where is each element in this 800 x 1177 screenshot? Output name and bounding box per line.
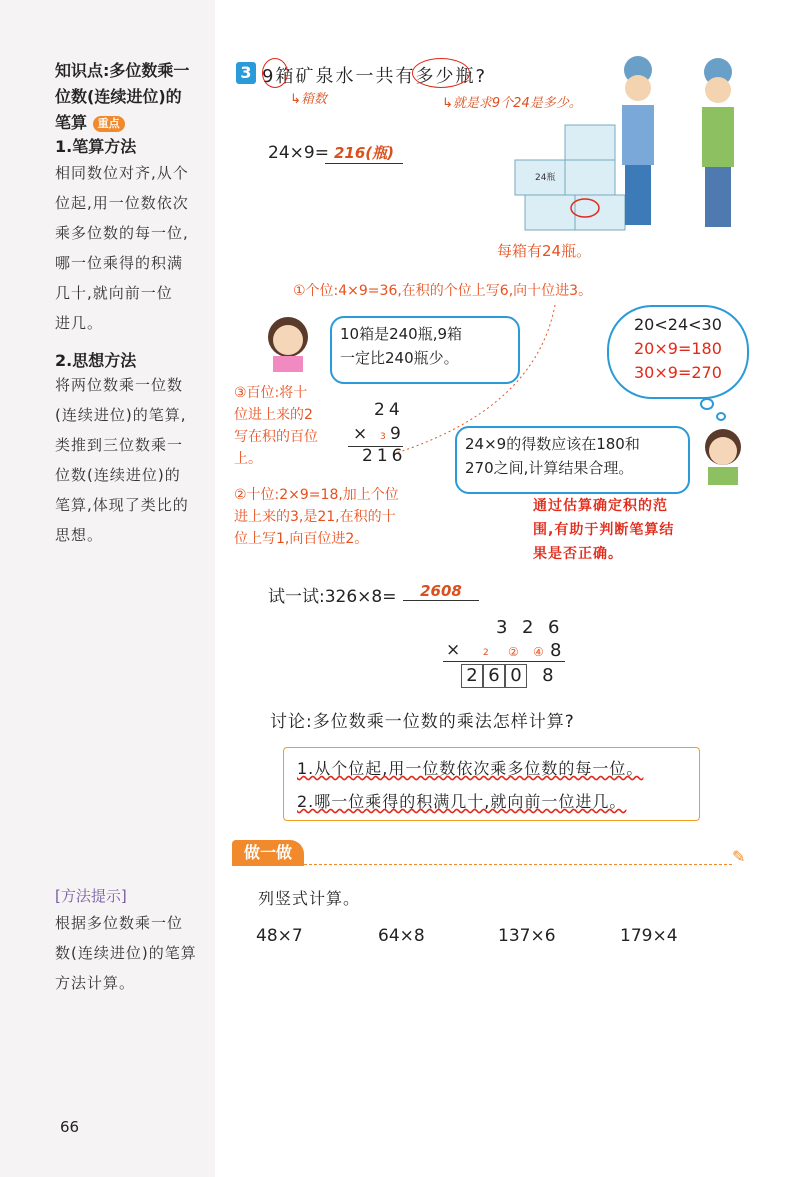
hint-title: [方法提示] <box>55 887 127 905</box>
text-line: 方法计算。 <box>55 974 136 992</box>
estimate-note <box>533 494 674 566</box>
discussion-answer-2: 2.哪一位乘得的积满几十,就向前一位进几。 <box>297 792 627 811</box>
discussion-question: 讨论:多位数乘一位数的乘法怎样计算? <box>270 712 575 732</box>
text-line: (连续进位)的笔算, <box>55 406 187 424</box>
text-line: 思想。 <box>55 526 104 544</box>
step-line: ②十位:2×9=18,加上个位 <box>234 487 399 503</box>
text-line: 哪一位乘得的积满 <box>55 254 184 272</box>
note-line: 通过估算确定积的范 <box>533 498 668 514</box>
try-label: 试一试:326×8= <box>268 587 397 607</box>
step-line: 上。 <box>234 451 262 467</box>
hint-body <box>55 908 210 998</box>
problem-question: 9箱矿泉水一共有多少瓶? <box>262 66 488 87</box>
cloud-line: 20<24<30 <box>634 315 722 334</box>
step2-text <box>234 484 399 550</box>
text-line: 相同数位对齐,从个 <box>55 164 189 182</box>
circle-mark <box>412 58 470 88</box>
method1-title: 1.笔算方法 <box>55 137 137 156</box>
knowledge-point-title <box>55 58 205 136</box>
cloud-dot <box>716 412 726 421</box>
try-multiplier: 8 <box>550 640 562 661</box>
note-boxes: ↳箱数 <box>290 92 327 107</box>
try-carry: 2 <box>483 648 489 658</box>
practice-item: 179×4 <box>620 926 678 946</box>
pencil-icon: ✎ <box>732 847 746 866</box>
practice-instruction: 列竖式计算。 <box>258 889 361 908</box>
practice-header: 做一做 <box>232 840 304 866</box>
step-line: 进上来的3,是21,在积的十 <box>234 509 396 525</box>
text-line: 将两位数乘一位数 <box>55 376 184 394</box>
text-line: 几十,就向前一位 <box>55 284 173 302</box>
equation: 24×9= <box>268 143 329 163</box>
topic-line: 位数(连续进位)的 <box>55 87 182 106</box>
text-line: 位起,用一位数依次 <box>55 194 189 212</box>
cloud-line: 20×9=180 <box>634 339 722 358</box>
try-answer: 2608 <box>403 582 479 601</box>
per-box-note: 每箱有24瓶。 <box>497 242 592 260</box>
step-line: 位上写1,向百位进2。 <box>234 531 369 547</box>
text-line: 根据多位数乘一位 <box>55 914 184 932</box>
vertical-op: × <box>353 424 368 444</box>
practice-divider <box>304 864 732 865</box>
note-text: 箱数 <box>300 92 327 107</box>
try-top-digit: 6 <box>548 617 560 638</box>
cloud-text <box>634 313 722 385</box>
try-line <box>443 661 565 662</box>
box-label: 24瓶 <box>535 173 556 183</box>
practice-item: 48×7 <box>256 926 303 946</box>
bubble-line: 10箱是240瓶,9箱 <box>340 325 463 343</box>
step1-text: ①个位:4×9=36,在积的个位上写6,向十位进3。 <box>293 283 593 299</box>
method2-title: 2.思想方法 <box>55 351 137 370</box>
boy-speech-bubble <box>455 426 690 494</box>
method2-body <box>55 370 210 550</box>
text-line: 乘多位数的每一位, <box>55 224 189 242</box>
vertical-multiplier: 9 <box>390 424 401 444</box>
try-top-digit: 2 <box>522 617 534 638</box>
step-line: ③百位:将十 <box>234 385 308 401</box>
result-box: 6 <box>483 664 505 688</box>
note-line: 果是否正确。 <box>533 546 623 562</box>
bubble-line: 一定比240瓶少。 <box>340 349 459 367</box>
cloud-dot <box>700 398 714 410</box>
result-box: 2 <box>461 664 483 688</box>
discussion-answer-1: 1.从个位起,用一位数依次乘多位数的每一位。 <box>297 759 644 778</box>
result-last-digit: 8 <box>542 665 554 686</box>
page-number: 66 <box>60 1118 80 1136</box>
result-box: 0 <box>505 664 527 688</box>
vertical-top: 24 <box>374 400 404 420</box>
water-boxes-illustration <box>510 50 760 250</box>
bubble-line: 270之间,计算结果合理。 <box>465 459 634 477</box>
text-line: 位数(连续进位)的 <box>55 466 181 484</box>
topic-line: 知识点:多位数乘一 <box>55 61 190 80</box>
method1-body <box>55 158 210 338</box>
note-text: 就是求9个24是多少。 <box>452 96 582 111</box>
try-top-digit: 3 <box>496 617 508 638</box>
note-line: 围,有助于判断笔算结 <box>533 522 675 538</box>
bubble-line: 24×9的得数应该在180和 <box>465 435 640 453</box>
practice-item: 137×6 <box>498 926 556 946</box>
cloud-line: 30×9=270 <box>634 363 722 382</box>
text-line: 类推到三位数乘一 <box>55 436 184 454</box>
step-line: 位进上来的2 <box>234 407 313 423</box>
circle-mark <box>262 58 288 88</box>
try-op: × <box>446 640 461 660</box>
equation-answer: 216(瓶) <box>325 142 403 164</box>
problem-number: 3 <box>236 62 256 84</box>
vertical-carry: 3 <box>380 432 386 442</box>
try-carry: ② <box>508 645 519 659</box>
text-line: 笔算,体现了类比的 <box>55 496 189 514</box>
practice-item: 64×8 <box>378 926 425 946</box>
step-line: 写在积的百位 <box>234 429 318 445</box>
vertical-result: 216 <box>362 446 407 466</box>
girl-avatar <box>263 312 313 372</box>
text-line: 数(连续进位)的笔算 <box>55 944 197 962</box>
boy-avatar <box>698 425 748 485</box>
try-carry: ④ <box>533 645 544 659</box>
girl-speech-bubble <box>330 316 520 384</box>
topic-line: 笔算 <box>55 113 88 132</box>
step3-text <box>234 382 318 470</box>
text-line: 进几。 <box>55 314 104 332</box>
try-result <box>461 664 554 688</box>
key-point-badge: 重点 <box>93 116 125 132</box>
note-meaning: ↳就是求9个24是多少。 <box>442 96 582 111</box>
